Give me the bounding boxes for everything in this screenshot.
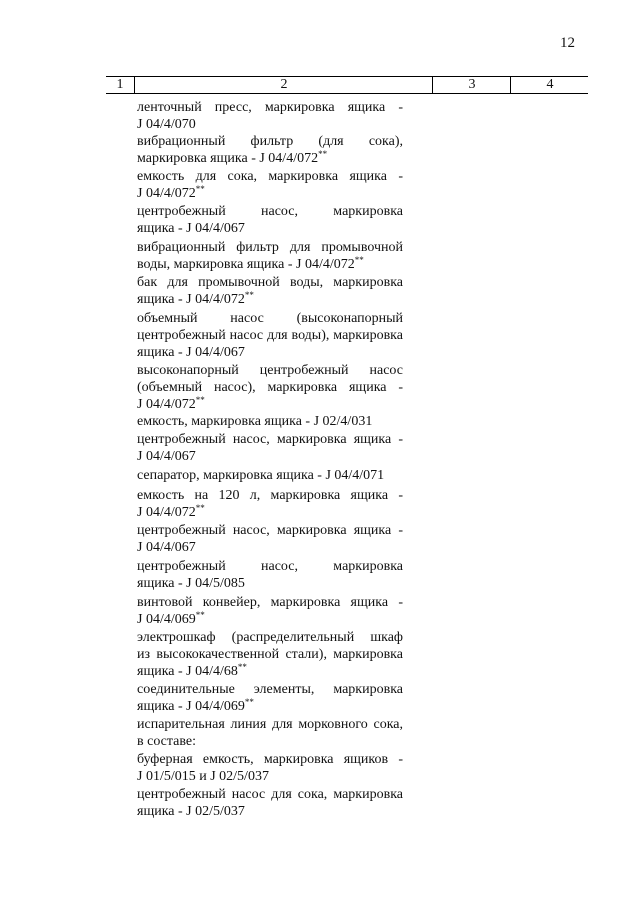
list-item-line: объемный насос (высоконапорный bbox=[137, 311, 403, 326]
list-item bbox=[137, 168, 403, 202]
list-item-line: воды, маркировка ящика - J 04/4/072** bbox=[137, 255, 364, 272]
list-item-line: бак для промывочной воды, маркировка bbox=[137, 275, 403, 290]
list-item-line: J 04/4/069** bbox=[137, 610, 205, 627]
list-item-line: вибрационный фильтр (для сока), bbox=[137, 134, 403, 149]
header-col-4: 4 bbox=[510, 77, 589, 93]
footnote-mark: ** bbox=[195, 610, 205, 620]
list-item bbox=[137, 522, 403, 556]
list-item-line: ящика - J 04/4/067 bbox=[137, 221, 245, 236]
list-item-line: емкость для сока, маркировка ящика - bbox=[137, 169, 403, 184]
page-number: 12 bbox=[560, 35, 575, 51]
footnote-mark: ** bbox=[244, 290, 254, 300]
list-item bbox=[137, 716, 403, 750]
list-item-line: центробежный насос для воды), маркировка bbox=[137, 328, 403, 343]
list-item-line: центробежный насос, маркировка ящика - bbox=[137, 432, 403, 447]
list-item-line: буферная емкость, маркировка ящиков - bbox=[137, 752, 403, 767]
list-item bbox=[137, 487, 403, 521]
list-item-line: J 04/4/067 bbox=[137, 449, 196, 464]
footnote-mark: ** bbox=[195, 184, 205, 194]
list-item-line: J 04/4/072** bbox=[137, 395, 205, 412]
list-item-line: емкость, маркировка ящика - J 02/4/031 bbox=[137, 414, 373, 429]
list-item-line: J 04/4/070 bbox=[137, 117, 196, 132]
list-item-line: соединительные элементы, маркировка bbox=[137, 682, 403, 697]
footnote-mark: ** bbox=[195, 395, 205, 405]
list-item bbox=[137, 786, 403, 820]
list-item bbox=[137, 99, 403, 133]
list-item-line: центробежный насос, маркировка bbox=[137, 204, 403, 219]
list-item bbox=[137, 362, 403, 413]
list-item-line: из высококачественной стали), маркировка bbox=[137, 647, 403, 662]
list-item-line: винтовой конвейер, маркировка ящика - bbox=[137, 595, 403, 610]
footnote-mark: ** bbox=[244, 697, 254, 707]
list-item-line: J 01/5/015 и J 02/5/037 bbox=[137, 769, 269, 784]
header-col-3: 3 bbox=[432, 77, 511, 93]
list-item bbox=[137, 594, 403, 628]
footnote-mark: ** bbox=[318, 149, 328, 159]
list-item-line: ящика - J 04/4/68** bbox=[137, 662, 247, 679]
list-item bbox=[137, 203, 403, 237]
list-item bbox=[137, 310, 403, 361]
list-item-line: ленточный пресс, маркировка ящика - bbox=[137, 100, 403, 115]
list-item-line: ящика - J 04/4/067 bbox=[137, 345, 245, 360]
list-item-line: центробежный насос, маркировка ящика - bbox=[137, 523, 403, 538]
header-col-1: 1 bbox=[116, 77, 124, 92]
list-item-line: J 04/4/072** bbox=[137, 503, 205, 520]
list-item bbox=[137, 558, 403, 592]
list-item bbox=[137, 681, 403, 715]
list-item-line: ящика - J 02/5/037 bbox=[137, 804, 245, 819]
list-item-line: центробежный насос для сока, маркировка bbox=[137, 787, 403, 802]
list-item-line: ящика - J 04/4/069** bbox=[137, 697, 254, 714]
list-item bbox=[137, 467, 403, 484]
list-item-line: сепаратор, маркировка ящика - J 04/4/071 bbox=[137, 468, 385, 483]
list-item bbox=[137, 133, 403, 167]
list-item-line: электрошкаф (распределительный шкаф bbox=[137, 630, 403, 645]
list-item bbox=[137, 413, 403, 430]
footnote-mark: ** bbox=[237, 662, 247, 672]
list-item-line: J 04/4/072** bbox=[137, 184, 205, 201]
list-item-line: высоконапорный центробежный насос bbox=[137, 363, 403, 378]
footnote-mark: ** bbox=[195, 503, 205, 513]
list-item-line: (объемный насос), маркировка ящика - bbox=[137, 380, 403, 395]
list-item bbox=[137, 274, 403, 308]
footnote-mark: ** bbox=[354, 255, 364, 265]
list-item-line: центробежный насос, маркировка bbox=[137, 559, 403, 574]
list-item-line: емкость на 120 л, маркировка ящика - bbox=[137, 488, 403, 503]
list-item bbox=[137, 629, 403, 680]
list-item bbox=[137, 431, 403, 465]
list-item-line: в составе: bbox=[137, 734, 197, 749]
header-col-2: 2 bbox=[134, 77, 433, 93]
list-item-line: испарительная линия для морковного сока, bbox=[137, 717, 403, 732]
list-item-line: ящика - J 04/5/085 bbox=[137, 576, 245, 591]
list-item bbox=[137, 239, 403, 273]
list-item-line: ящика - J 04/4/072** bbox=[137, 290, 254, 307]
table-header bbox=[106, 76, 588, 94]
list-item-line: маркировка ящика - J 04/4/072** bbox=[137, 149, 328, 166]
list-item-line: вибрационный фильтр для промывочной bbox=[137, 240, 403, 255]
list-item-line: J 04/4/067 bbox=[137, 540, 196, 555]
list-item bbox=[137, 751, 403, 785]
